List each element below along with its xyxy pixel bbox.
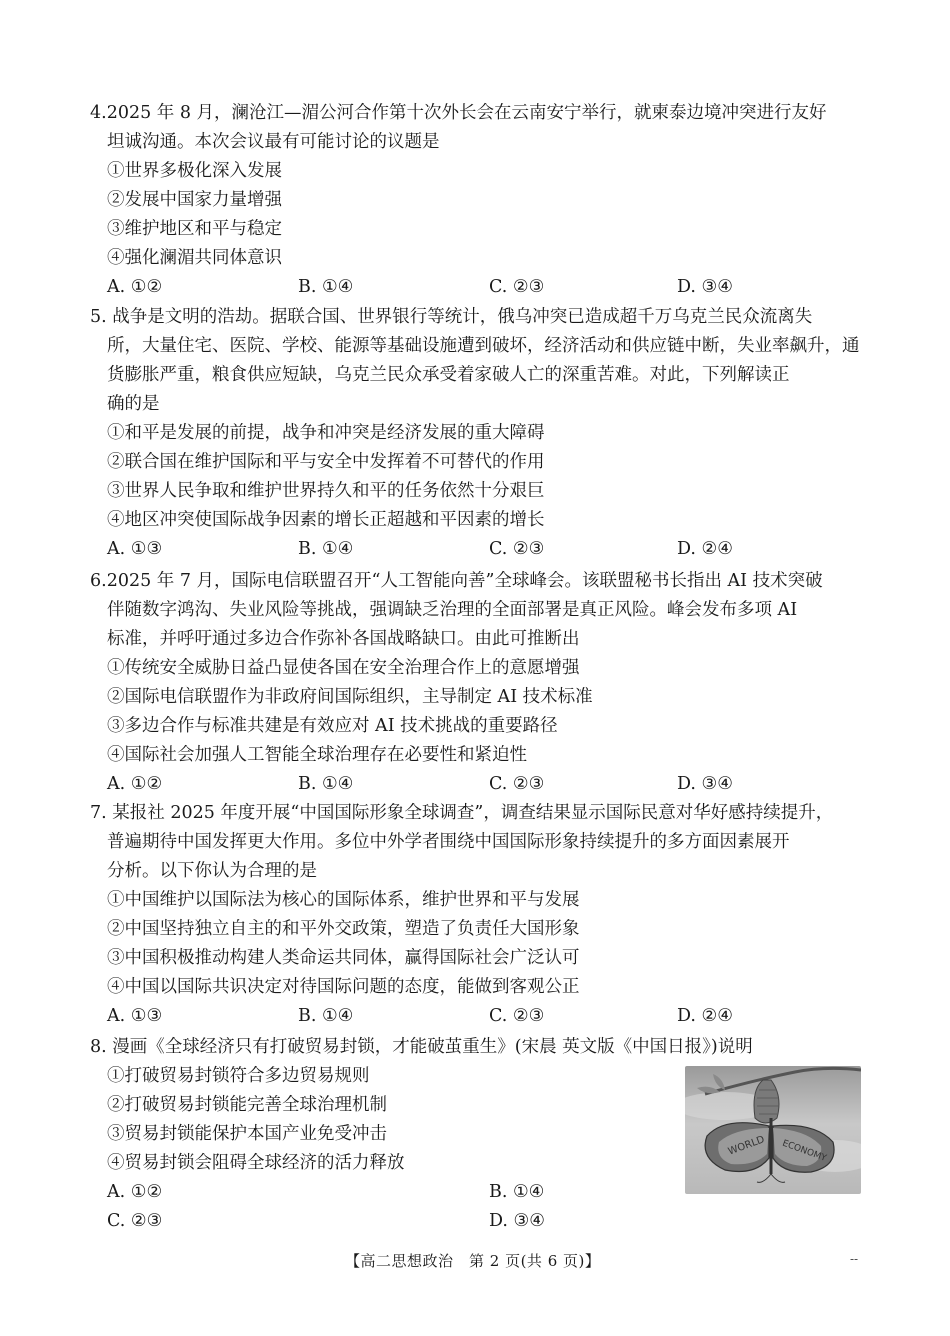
option-item: ③贸易封锁能保护本国产业免受冲击 — [107, 1124, 387, 1144]
answer-choices — [90, 1002, 862, 1031]
answer-choices — [90, 1207, 862, 1236]
question-stem-line: 货膨胀严重，粮食供应短缺，乌克兰民众承受着家破人亡的深重苦难。对此，下列解读正 — [107, 365, 790, 385]
wing-left-text: WORLD — [726, 1134, 767, 1158]
choice-a: A. ①② — [107, 277, 163, 297]
choice-d: D. ②④ — [677, 1006, 733, 1026]
cartoon-butterfly-image — [685, 1066, 861, 1194]
question-stem-line: 标准，并呼吁通过多边合作弥补各国战略缺口。由此可推断出 — [107, 629, 580, 649]
option-item: ②打破贸易封锁能完善全球治理机制 — [107, 1095, 387, 1115]
option-item: ④中国以国际共识决定对待国际问题的态度，能做到客观公正 — [107, 977, 580, 997]
footer-mark: -- — [850, 1252, 859, 1266]
choice-c: C. ②③ — [489, 277, 545, 297]
option-item: ③世界人民争取和维护世界持久和平的任务依然十分艰巨 — [107, 481, 545, 501]
question-stem-line: 伴随数字鸿沟、失业风险等挑战，强调缺乏治理的全面部署是真正风险。峰会发布多项 AI — [107, 600, 798, 620]
choice-c: C. ②③ — [489, 774, 545, 794]
option-item: ①中国维护以国际法为核心的国际体系，维护世界和平与发展 — [107, 890, 580, 910]
choice-d: D. ③④ — [677, 774, 733, 794]
wing-right-text: ECONOMY — [780, 1138, 828, 1164]
option-item: ③中国积极推动构建人类命运共同体，赢得国际社会广泛认可 — [107, 948, 580, 968]
question-stem-line: 5. 战争是文明的浩劫。据联合国、世界银行等统计，俄乌冲突已造成超千万乌克兰民众流离失 — [90, 307, 813, 327]
choice-a: A. ①③ — [107, 539, 163, 559]
choice-b: B. ①④ — [298, 539, 354, 559]
option-item: ④贸易封锁会阻碍全球经济的活力释放 — [107, 1153, 405, 1173]
choice-a: A. ①② — [107, 1182, 163, 1202]
choice-d: D. ②④ — [677, 539, 733, 559]
choice-a: A. ①② — [107, 774, 163, 794]
choice-c: C. ②③ — [489, 1006, 545, 1026]
choice-b: B. ①④ — [298, 1006, 354, 1026]
question-stem-line: 坦诚沟通。本次会议最有可能讨论的议题是 — [107, 132, 440, 152]
question-stem-line: 普遍期待中国发挥更大作用。多位中外学者围绕中国国际形象持续提升的多方面因素展开 — [107, 832, 790, 852]
question-5 — [90, 303, 862, 564]
choice-c: C. ②③ — [489, 539, 545, 559]
option-item: ①世界多极化深入发展 — [107, 161, 282, 181]
question-stem-line: 所，大量住宅、医院、学校、能源等基础设施遭到破坏，经济活动和供应链中断，失业率飙升，通 — [107, 336, 860, 356]
option-item: ③多边合作与标准共建是有效应对 AI 技术挑战的重要路径 — [107, 716, 558, 736]
option-item: ①打破贸易封锁符合多边贸易规则 — [107, 1066, 370, 1086]
choice-b: B. ①④ — [298, 774, 354, 794]
choice-d: D. ③④ — [489, 1211, 545, 1231]
question-stem-line: 6.2025 年 7 月，国际电信联盟召开“人工智能向善”全球峰会。该联盟秘书长指出 AI 技术突破 — [90, 571, 823, 591]
question-6 — [90, 567, 862, 799]
question-stem-line: 确的是 — [107, 394, 160, 414]
question-4 — [90, 99, 862, 302]
answer-choices — [90, 273, 862, 302]
option-item: ②中国坚持独立自主的和平外交政策，塑造了负责任大国形象 — [107, 919, 580, 939]
option-item: ③维护地区和平与稳定 — [107, 219, 282, 239]
question-stem-line: 分析。以下你认为合理的是 — [107, 861, 317, 881]
choice-a: A. ①③ — [107, 1006, 163, 1026]
option-item: ①和平是发展的前提，战争和冲突是经济发展的重大障碍 — [107, 423, 545, 443]
option-item: ②国际电信联盟作为非政府间国际组织，主导制定 AI 技术标准 — [107, 687, 593, 707]
page-footer: 【高二思想政治 第 2 页(共 6 页)】 — [345, 1252, 601, 1270]
question-stem-line: 8. 漫画《全球经济只有打破贸易封锁，才能破茧重生》(宋晨 英文版《中国日报》)说明 — [90, 1037, 753, 1057]
choice-d: D. ③④ — [677, 277, 733, 297]
option-item: ④国际社会加强人工智能全球治理存在必要性和紧迫性 — [107, 745, 527, 765]
answer-choices — [90, 770, 862, 799]
answer-choices — [90, 535, 862, 564]
choice-b: B. ①④ — [298, 277, 354, 297]
choice-b: B. ①④ — [489, 1182, 545, 1202]
option-item: ①传统安全威胁日益凸显使各国在安全治理合作上的意愿增强 — [107, 658, 580, 678]
option-item: ②发展中国家力量增强 — [107, 190, 282, 210]
option-item: ④强化澜湄共同体意识 — [107, 248, 282, 268]
option-item: ②联合国在维护国际和平与安全中发挥着不可替代的作用 — [107, 452, 545, 472]
option-item: ④地区冲突使国际战争因素的增长正超越和平因素的增长 — [107, 510, 545, 530]
question-stem-line: 7. 某报社 2025 年度开展“中国国际形象全球调查”，调查结果显示国际民意对华好感持续提升， — [90, 803, 834, 823]
question-stem-line: 4.2025 年 8 月，澜沧江—湄公河合作第十次外长会在云南安宁举行，就柬泰边境冲突进行友好 — [90, 103, 827, 123]
choice-c: C. ②③ — [107, 1211, 163, 1231]
question-7 — [90, 799, 862, 1031]
butterfly-cocoon-illustration — [685, 1066, 861, 1194]
